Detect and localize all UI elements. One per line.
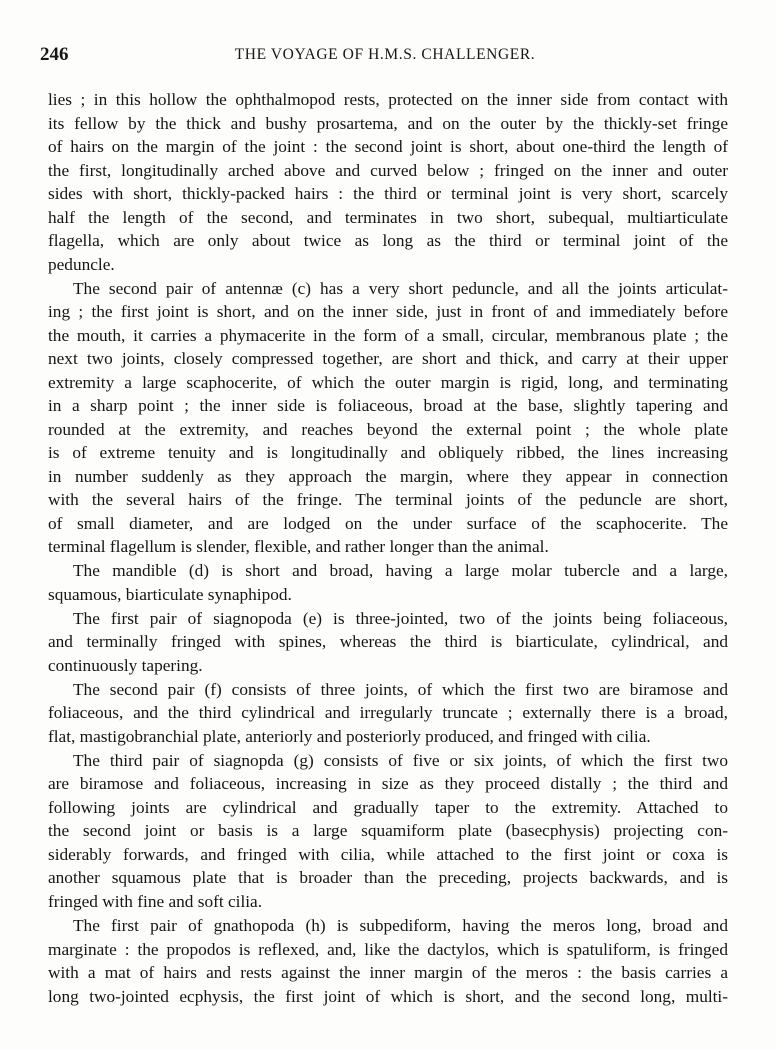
text-line: are biramose and foliaceous, increasing in size as they proceed distally ; the third and	[48, 774, 728, 794]
paragraph	[48, 914, 728, 1008]
text-line: and terminally fringed with spines, whereas the third is biarticulate, cylindrical, and	[48, 632, 728, 652]
text-line: the first, longitudinally arched above and curved below ; fringed on the inner and outer	[48, 160, 728, 180]
text-line: flagella, which are only about twice as long as the third or terminal joint of the	[48, 231, 728, 250]
text-line: ing ; the first joint is short, and on the inner side, just in front of and immediately before	[48, 302, 728, 322]
text-line: following joints are cylindrical and gradually taper to the extremity. Attached to	[48, 797, 728, 817]
text-line: another squamous plate that is broader than the preceding, projects backwards, and is	[48, 868, 728, 888]
running-title: THE VOYAGE OF H.M.S. CHALLENGER.	[234, 46, 536, 63]
body-text	[48, 88, 728, 1009]
text-line: its fellow by the thick and bushy prosartema, and on the outer by the thickly-set fringe	[48, 113, 728, 133]
text-line: foliaceous, and the third cylindrical and irregularly truncate ; externally there is a broad,	[48, 703, 728, 723]
text-line: with a mat of hairs and rests against the inner margin of the meros : the basis carries a	[48, 963, 728, 983]
text-line: with the several hairs of the fringe. The terminal joints of the peduncle are short,	[48, 490, 728, 510]
text-line: fringed with fine and soft cilia.	[48, 891, 263, 911]
paragraph	[48, 88, 728, 276]
paragraph	[48, 277, 728, 559]
paragraph	[48, 559, 728, 606]
text-line: in number suddenly as they approach the margin, where they appear in connection	[48, 466, 728, 486]
text-line: The first pair of gnathopoda (h) is subpediform, having the meros long, broad and	[73, 916, 728, 936]
text-line: of hairs on the margin of the joint : the second joint is short, about one-third the length of	[48, 137, 728, 156]
text-line: The second pair of antennæ (c) has a very short peduncle, and all the joints articulat-	[73, 278, 728, 298]
text-line: continuously tapering.	[48, 655, 203, 675]
page-header	[40, 44, 730, 68]
text-line: rounded at the extremity, and reaches beyond the external point ; the whole plate	[48, 419, 728, 439]
paragraph	[48, 678, 728, 749]
text-line: the second joint or basis is a large squamiform plate (basecphysis) projecting con-	[48, 821, 728, 841]
text-line: lies ; in this hollow the ophthalmopod rests, protected on the inner side from contact with	[48, 90, 728, 109]
text-line: long two-jointed ecphysis, the first joint of which is short, and the second long, multi-	[48, 986, 728, 1006]
paragraph	[48, 749, 728, 914]
text-line: flat, mastigobranchial plate, anteriorly and posteriorly produced, and fringed with cilia.	[48, 726, 651, 746]
text-line: marginate : the propodos is reflexed, and, like the dactylos, which is spatuliform, is fringed	[48, 939, 728, 959]
text-line: The second pair (f) consists of three joints, of which the first two are biramose and	[73, 679, 728, 699]
text-line: half the length of the second, and terminates in two short, subequal, multiarticulate	[48, 207, 728, 227]
text-line: terminal flagellum is slender, flexible, and rather longer than the animal.	[48, 537, 549, 557]
text-line: peduncle.	[48, 254, 115, 274]
text-line: The first pair of siagnopoda (e) is three-jointed, two of the joints being foliaceous,	[73, 608, 728, 628]
text-line: of small diameter, and are lodged on the under surface of the scaphocerite. The	[48, 513, 728, 533]
text-line: the mouth, it carries a phymacerite in the form of a small, circular, membranous plate ; the	[48, 325, 728, 345]
text-line: The third pair of siagnopda (g) consists of five or six joints, of which the first two	[73, 750, 728, 770]
text-line: siderably forwards, and fringed with cilia, while attached to the first joint or coxa is	[48, 844, 728, 864]
page-number: 246	[40, 44, 69, 65]
text-line: is of extreme tenuity and is longitudinally and obliquely ribbed, the lines increasing	[48, 443, 728, 463]
text-line: in a sharp point ; the inner side is foliaceous, broad at the base, slightly tapering and	[48, 396, 728, 416]
text-line: next two joints, closely compressed together, are short and thick, and carry at their upper	[48, 349, 728, 369]
paragraph	[48, 607, 728, 678]
text-line: squamous, biarticulate synaphipod.	[48, 584, 292, 604]
text-line: extremity a large scaphocerite, of which the outer margin is rigid, long, and terminating	[48, 372, 728, 392]
text-line: sides with short, thickly-packed hairs : the third or terminal joint is very short, scarcely	[48, 184, 728, 203]
text-line: The mandible (d) is short and broad, having a large molar tubercle and a large,	[73, 561, 728, 581]
